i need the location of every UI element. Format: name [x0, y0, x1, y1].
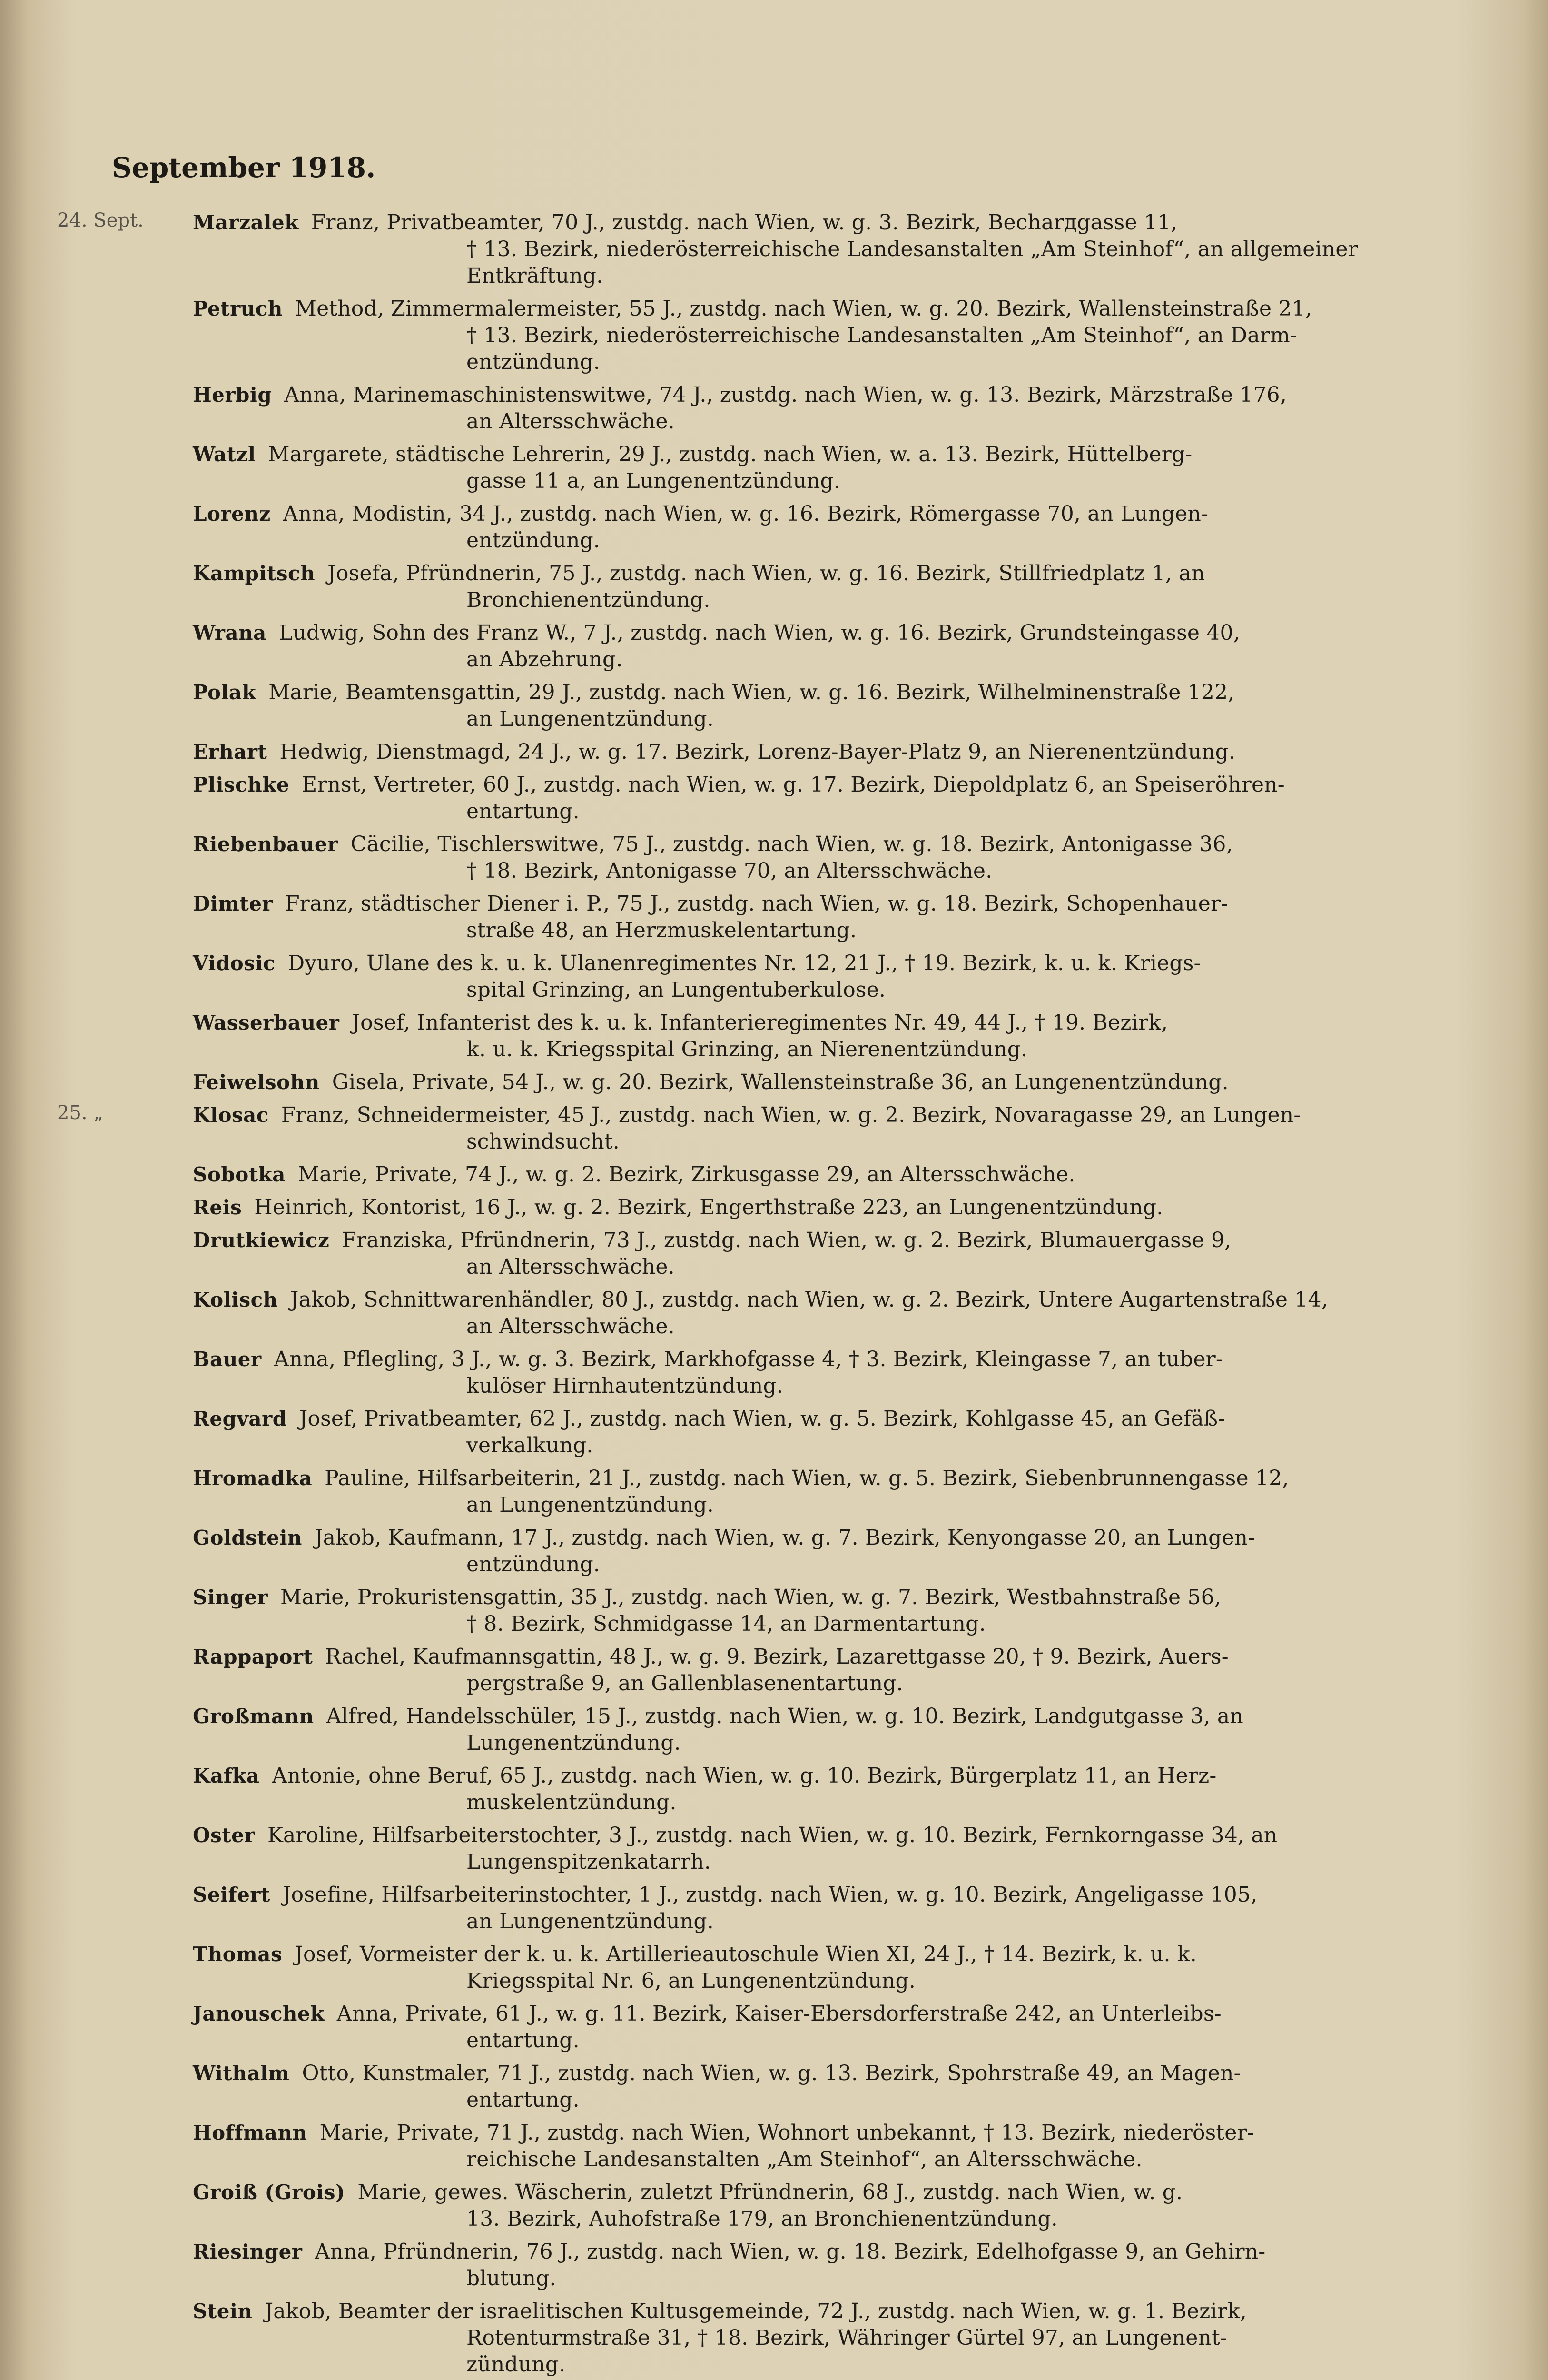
entry-text: straße 48, an Herzmuskelentartung.	[466, 918, 857, 942]
entry-text: Franziska, Pfründnerin, 73 J., zustdg. nach Wien, w. g. 2. Bezirk, Blumauergasse 9,	[342, 1228, 1232, 1252]
register-entry	[0, 1069, 1548, 1096]
entry-text: Heinrich, Kontorist, 16 J., w. g. 2. Bezirk, Engerthstraße 223, an Lungenentzündung.	[254, 1195, 1163, 1220]
entry-text: Josefine, Hilfsarbeiterinstochter, 1 J., zustdg. nach Wien, w. g. 10. Bezirk, Angeligasse 105,	[282, 1883, 1258, 1907]
entry-surname: Erhart	[193, 740, 267, 764]
entry-text: muskelentzündung.	[466, 1790, 677, 1815]
entry-first-line	[0, 296, 1548, 322]
entry-surname: Janouschek	[193, 2002, 325, 2025]
entry-text: Josef, Vormeister der k. u. k. Artillerieautoschule Wien XI, 24 J., † 14. Bezirk, k. u. k.	[295, 1942, 1197, 1966]
entry-continuation-line	[0, 587, 1548, 614]
entry-surname: Herbig	[193, 383, 272, 407]
entry-text: entzündung.	[466, 350, 601, 374]
entry-text: entzündung.	[466, 1552, 601, 1577]
entry-first-line	[0, 560, 1548, 587]
register-entry	[0, 1465, 1548, 1518]
register-entry	[0, 1227, 1548, 1280]
register-entry	[0, 1161, 1548, 1188]
register-entry	[0, 1584, 1548, 1637]
entry-continuation-line	[0, 1432, 1548, 1459]
entry-continuation-line	[0, 1968, 1548, 1994]
entry-surname: Plischke	[193, 773, 290, 796]
entry-surname: Watzl	[193, 443, 256, 466]
entry-surname: Hoffmann	[193, 2121, 307, 2144]
entry-surname: Riebenbauer	[193, 833, 338, 856]
entry-surname: Klosac	[193, 1103, 269, 1127]
entry-surname: Wrana	[193, 621, 266, 645]
entry-text: an Abzehrung.	[466, 647, 623, 672]
entry-continuation-line	[0, 408, 1548, 435]
entry-first-line	[0, 1882, 1548, 1908]
entry-first-line	[0, 1346, 1548, 1373]
register-entry	[0, 1406, 1548, 1459]
entry-surname: Marzalek	[193, 211, 299, 234]
entry-text: Anna, Pfründnerin, 76 J., zustdg. nach Wien, w. g. 18. Bezirk, Edelhofgasse 9, an Gehirn-	[315, 2240, 1266, 2264]
entry-surname: Polak	[193, 681, 256, 704]
register-entry	[0, 296, 1548, 376]
entry-text: Anna, Pflegling, 3 J., w. g. 3. Bezirk, Markhofgasse 4, † 3. Bezirk, Kleingasse 7, an tuber-	[274, 1347, 1223, 1371]
entry-text: reichische Landesanstalten „Am Steinhof“, an Altersschwäche.	[466, 2147, 1143, 2172]
entry-text: Lungenentzündung.	[466, 1731, 681, 1755]
entry-surname: Reis	[193, 1196, 242, 1219]
register-entry	[0, 2239, 1548, 2292]
entry-text: kulöser Hirnhautentzündung.	[466, 1374, 783, 1398]
page-header: September 1918.	[112, 151, 376, 184]
entry-first-line	[0, 950, 1548, 977]
entry-first-line	[0, 1941, 1548, 1968]
entry-text: Franz, Schneidermeister, 45 J., zustdg. nach Wien, w. g. 2. Bezirk, Novaragasse 29, an Lungen-	[281, 1103, 1301, 1127]
register-entry	[0, 831, 1548, 884]
entry-surname: Regvard	[193, 1407, 287, 1430]
entry-text: Gisela, Private, 54 J., w. g. 20. Bezirk, Wallensteinstraße 36, an Lungenentzündung.	[332, 1070, 1229, 1094]
entry-first-line	[0, 1406, 1548, 1432]
register-entry	[0, 1287, 1548, 1340]
entry-surname: Riesinger	[193, 2240, 303, 2263]
register-entry	[0, 2120, 1548, 2173]
entry-first-line	[0, 1703, 1548, 1730]
register-entry	[0, 1703, 1548, 1756]
register-entry	[0, 739, 1548, 765]
register-entry	[0, 441, 1548, 495]
entry-text: Anna, Marinemaschinistenswitwe, 74 J., zustdg. nach Wien, w. g. 13. Bezirk, Märzstraße 176,	[284, 383, 1287, 407]
register-entry	[0, 891, 1548, 944]
entry-continuation-line	[0, 2206, 1548, 2232]
entry-text: entartung.	[466, 2028, 580, 2053]
entry-first-line	[0, 1069, 1548, 1096]
entry-first-line	[0, 679, 1548, 706]
entry-text: Josef, Privatbeamter, 62 J., zustdg. nach Wien, w. g. 5. Bezirk, Kohlgasse 45, an Gefäß-	[299, 1407, 1225, 1431]
entry-first-line	[0, 1644, 1548, 1670]
register-entry	[0, 1346, 1548, 1399]
entry-first-line	[0, 382, 1548, 408]
entry-surname: Withalm	[193, 2062, 290, 2085]
entry-text: k. u. k. Kriegsspital Grinzing, an Nierenentzündung.	[466, 1037, 1028, 1061]
entry-continuation-line	[0, 1730, 1548, 1756]
entry-text: an Lungenentzündung.	[466, 1493, 714, 1517]
entry-text: Alfred, Handelsschüler, 15 J., zustdg. nach Wien, w. g. 10. Bezirk, Landgutgasse 3, an	[326, 1704, 1243, 1728]
entry-surname: Oster	[193, 1824, 255, 1847]
entry-text: Otto, Kunstmaler, 71 J., zustdg. nach Wien, w. g. 13. Bezirk, Spohrstraße 49, an Magen-	[302, 2061, 1241, 2085]
entry-continuation-line	[0, 1611, 1548, 1637]
entry-continuation-line	[0, 1670, 1548, 1697]
entry-surname: Hromadka	[193, 1467, 313, 1490]
register-entry	[0, 1525, 1548, 1578]
entry-text: schwindsucht.	[466, 1130, 620, 1154]
entry-text: Rotenturmstraße 31, † 18. Bezirk, Währinger Gürtel 97, an Lungenent-	[466, 2326, 1228, 2350]
entry-continuation-line	[0, 236, 1548, 263]
entry-first-line	[0, 891, 1548, 917]
entry-surname: Singer	[193, 1586, 268, 1609]
entry-surname: Vidosic	[193, 952, 276, 975]
entry-text: Karoline, Hilfsarbeiterstochter, 3 J., zustdg. nach Wien, w. g. 10. Bezirk, Fernkorngasse 34, an	[267, 1823, 1278, 1847]
register-entry	[0, 1644, 1548, 1697]
entry-text: Kriegsspital Nr. 6, an Lungenentzündung.	[466, 1969, 916, 1993]
entry-first-line	[0, 831, 1548, 858]
entry-first-line	[0, 1763, 1548, 1789]
entry-surname: Groiß (Grois)	[193, 2181, 345, 2204]
register-entry	[0, 679, 1548, 733]
entry-first-line	[0, 2239, 1548, 2265]
entry-continuation-line	[0, 2087, 1548, 2113]
entry-surname: Drutkiewicz	[193, 1229, 330, 1252]
entry-text: Ludwig, Sohn des Franz W., 7 J., zustdg. nach Wien, w. g. 16. Bezirk, Grundsteingasse 40,	[278, 621, 1240, 645]
entry-text: gasse 11 a, an Lungenentzündung.	[466, 469, 841, 493]
entry-first-line	[0, 1584, 1548, 1611]
entry-text: an Altersschwäche.	[466, 409, 675, 434]
entry-surname: Seifert	[193, 1883, 270, 1906]
entry-text: an Lungenentzündung.	[466, 1909, 714, 1934]
entry-first-line	[0, 772, 1548, 798]
register-entry	[0, 1194, 1548, 1221]
entry-text: verkalkung.	[466, 1433, 593, 1458]
register-entry	[0, 1822, 1548, 1875]
entry-text: an Lungenentzündung.	[466, 707, 714, 731]
entry-text: Ernst, Vertreter, 60 J., zustdg. nach Wien, w. g. 17. Bezirk, Diepoldplatz 6, an Speiseröhren-	[302, 773, 1285, 797]
entry-surname: Wasserbauer	[193, 1011, 340, 1034]
entry-text: Franz, Privatbeamter, 70 J., zustdg. nach Wien, w. g. 3. Bezirk, Becharдgasse 11,	[311, 210, 1178, 235]
entry-first-line	[0, 209, 1548, 236]
entry-text: Margarete, städtische Lehrerin, 29 J., zustdg. nach Wien, w. a. 13. Bezirk, Hüttelberg-	[268, 442, 1193, 466]
entry-text: Jakob, Kaufmann, 17 J., zustdg. nach Wien, w. g. 7. Bezirk, Kenyongasse 20, an Lungen-	[314, 1526, 1255, 1550]
entry-continuation-line	[0, 263, 1548, 289]
entry-text: Jakob, Beamter der israelitischen Kultusgemeinde, 72 J., zustdg. nach Wien, w. g. 1. Bezirk,	[265, 2299, 1247, 2323]
entry-surname: Kafka	[193, 1764, 260, 1787]
entry-first-line	[0, 1227, 1548, 1254]
entry-first-line	[0, 739, 1548, 765]
entry-first-line	[0, 2298, 1548, 2325]
entry-text: an Altersschwäche.	[466, 1255, 675, 1279]
entry-first-line	[0, 1822, 1548, 1849]
entry-text: entzündung.	[466, 528, 601, 553]
entry-surname: Kampitsch	[193, 562, 316, 585]
entry-continuation-line	[0, 1551, 1548, 1578]
entry-text: Anna, Private, 61 J., w. g. 11. Bezirk, Kaiser-Ebersdorferstraße 242, an Unterleibs-	[336, 2002, 1222, 2026]
entry-first-line	[0, 2001, 1548, 2027]
entry-date: 24. Sept.	[57, 209, 144, 231]
entry-first-line	[0, 2120, 1548, 2146]
entry-text: Josef, Infanterist des k. u. k. Infanterieregimentes Nr. 49, 44 J., † 19. Bezirk,	[352, 1011, 1168, 1035]
entry-text: † 13. Bezirk, niederösterreichische Landesanstalten „Am Steinhof“, an Darm-	[466, 323, 1297, 347]
entry-surname: Lorenz	[193, 502, 271, 526]
register-entry	[0, 2060, 1548, 2113]
entry-continuation-line	[0, 706, 1548, 733]
register-entry	[0, 620, 1548, 673]
entry-text: Marie, Private, 71 J., zustdg. nach Wien, Wohnort unbekannt, † 13. Bezirk, niederöster-	[319, 2121, 1254, 2145]
entry-surname: Feiwelsohn	[193, 1071, 320, 1094]
entry-text: entartung.	[466, 2088, 580, 2112]
entry-text: Rachel, Kaufmannsgattin, 48 J., w. g. 9. Bezirk, Lazarettgasse 20, † 9. Bezirk, Auers-	[325, 1645, 1229, 1669]
entry-surname: Großmann	[193, 1705, 314, 1728]
entry-text: pergstraße 9, an Gallenblasenentartung.	[466, 1671, 903, 1696]
entry-text: entartung.	[466, 799, 580, 823]
entry-text: Marie, gewes. Wäscherin, zuletzt Pfründnerin, 68 J., zustdg. nach Wien, w. g.	[357, 2180, 1183, 2204]
entry-first-line	[0, 1287, 1548, 1313]
entry-text: Bronchienentzündung.	[466, 588, 710, 612]
entry-first-line	[0, 441, 1548, 468]
entry-text: zündung.	[466, 2352, 566, 2377]
entry-text: Marie, Beamtensgattin, 29 J., zustdg. nach Wien, w. g. 16. Bezirk, Wilhelminenstraße 122,	[268, 680, 1235, 704]
register-entry	[0, 1941, 1548, 1994]
entry-surname: Petruch	[193, 297, 283, 320]
entry-text: Josefa, Pfründnerin, 75 J., zustdg. nach Wien, w. g. 16. Bezirk, Stillfriedplatz 1, an	[327, 561, 1205, 585]
entry-text: spital Grinzing, an Lungentuberkulose.	[466, 978, 886, 1002]
entry-first-line	[0, 1465, 1548, 1492]
entry-text: Cäcilie, Tischlerswitwe, 75 J., zustdg. nach Wien, w. g. 18. Bezirk, Antonigasse 36,	[350, 832, 1233, 856]
entry-text: Hedwig, Dienstmagd, 24 J., w. g. 17. Bezirk, Lorenz-Bayer-Platz 9, an Nierenentzündung.	[279, 740, 1236, 764]
entry-surname: Bauer	[193, 1348, 262, 1371]
entry-text: Marie, Private, 74 J., w. g. 2. Bezirk, Zirkusgasse 29, an Altersschwäche.	[297, 1162, 1075, 1187]
entry-continuation-line	[0, 917, 1548, 944]
entry-continuation-line	[0, 1908, 1548, 1935]
entry-text: Method, Zimmermalermeister, 55 J., zustdg. nach Wien, w. g. 20. Bezirk, Wallensteinstraße 21,	[295, 297, 1312, 321]
entry-first-line	[0, 1161, 1548, 1188]
register-entry	[0, 560, 1548, 614]
entry-text: Franz, städtischer Diener i. P., 75 J., zustdg. nach Wien, w. g. 18. Bezirk, Schopenhauer-	[285, 892, 1228, 916]
register-entry	[0, 1763, 1548, 1816]
entry-text: Lungenspitzenkatarrh.	[466, 1850, 711, 1874]
entry-text: 13. Bezirk, Auhofstraße 179, an Bronchienentzündung.	[466, 2207, 1058, 2231]
entry-continuation-line	[0, 798, 1548, 825]
entry-continuation-line	[0, 1789, 1548, 1816]
register-entry	[0, 772, 1548, 825]
entry-continuation-line	[0, 1254, 1548, 1280]
entry-text: an Altersschwäche.	[466, 1314, 675, 1339]
entry-continuation-line	[0, 2265, 1548, 2292]
entry-continuation-line	[0, 468, 1548, 495]
entry-text: † 8. Bezirk, Schmidgasse 14, an Darmentartung.	[466, 1612, 986, 1636]
entry-continuation-line	[0, 527, 1548, 554]
entry-surname: Sobotka	[193, 1163, 286, 1186]
entry-continuation-line	[0, 2351, 1548, 2378]
entry-text: Pauline, Hilfsarbeiterin, 21 J., zustdg. nach Wien, w. g. 5. Bezirk, Siebenbrunnengasse 12,	[325, 1466, 1289, 1490]
entry-surname: Stein	[193, 2300, 253, 2323]
entry-continuation-line	[0, 322, 1548, 349]
entry-continuation-line	[0, 2146, 1548, 2173]
entry-surname: Dimter	[193, 892, 273, 915]
entry-continuation-line	[0, 646, 1548, 673]
entry-first-line	[0, 1194, 1548, 1221]
register-entry	[0, 2298, 1548, 2378]
entry-continuation-line	[0, 1036, 1548, 1063]
register-entries	[0, 209, 1548, 2380]
entry-first-line	[0, 620, 1548, 646]
entry-first-line	[0, 1102, 1548, 1129]
entry-first-line	[0, 1010, 1548, 1036]
entry-continuation-line	[0, 1313, 1548, 1340]
entry-continuation-line	[0, 858, 1548, 884]
entry-first-line	[0, 501, 1548, 527]
register-entry	[0, 1882, 1548, 1935]
entry-date: 25. „	[57, 1102, 104, 1124]
entry-surname: Rappaport	[193, 1645, 313, 1668]
register-entry	[0, 950, 1548, 1003]
entry-text: blutung.	[466, 2266, 556, 2291]
register-entry	[0, 1010, 1548, 1063]
register-entry	[0, 2179, 1548, 2232]
entry-continuation-line	[0, 349, 1548, 376]
register-entry	[0, 209, 1548, 289]
entry-text: Marie, Prokuristensgattin, 35 J., zustdg. nach Wien, w. g. 7. Bezirk, Westbahnstraße 56,	[280, 1585, 1222, 1609]
entry-text: Jakob, Schnittwarenhändler, 80 J., zustdg. nach Wien, w. g. 2. Bezirk, Untere Augartenstraße 14,	[290, 1288, 1328, 1312]
entry-text: † 18. Bezirk, Antonigasse 70, an Altersschwäche.	[466, 859, 993, 883]
entry-text: Antonie, ohne Beruf, 65 J., zustdg. nach Wien, w. g. 10. Bezirk, Bürgerplatz 11, an Herz-	[272, 1764, 1217, 1788]
entry-continuation-line	[0, 977, 1548, 1003]
register-entry	[0, 2001, 1548, 2054]
entry-continuation-line	[0, 2027, 1548, 2054]
entry-text: Anna, Modistin, 34 J., zustdg. nach Wien, w. g. 16. Bezirk, Römergasse 70, an Lungen-	[283, 502, 1209, 526]
entry-continuation-line	[0, 1492, 1548, 1518]
entry-text: † 13. Bezirk, niederösterreichische Landesanstalten „Am Steinhof“, an allgemeiner	[466, 237, 1358, 261]
entry-surname: Goldstein	[193, 1526, 302, 1549]
entry-continuation-line	[0, 1849, 1548, 1875]
entry-text: Entkräftung.	[466, 264, 603, 288]
register-entry	[0, 382, 1548, 435]
entry-text: Dyuro, Ulane des k. u. k. Ulanenregimentes Nr. 12, 21 J., † 19. Bezirk, k. u. k. Kriegs-	[287, 951, 1201, 975]
entry-first-line	[0, 1525, 1548, 1551]
entry-surname: Thomas	[193, 1943, 283, 1966]
entry-first-line	[0, 2179, 1548, 2206]
entry-first-line	[0, 2060, 1548, 2087]
entry-continuation-line	[0, 1373, 1548, 1399]
register-entry	[0, 1102, 1548, 1155]
entry-continuation-line	[0, 2325, 1548, 2351]
register-entry	[0, 501, 1548, 554]
entry-continuation-line	[0, 1129, 1548, 1155]
entry-surname: Kolisch	[193, 1288, 278, 1311]
